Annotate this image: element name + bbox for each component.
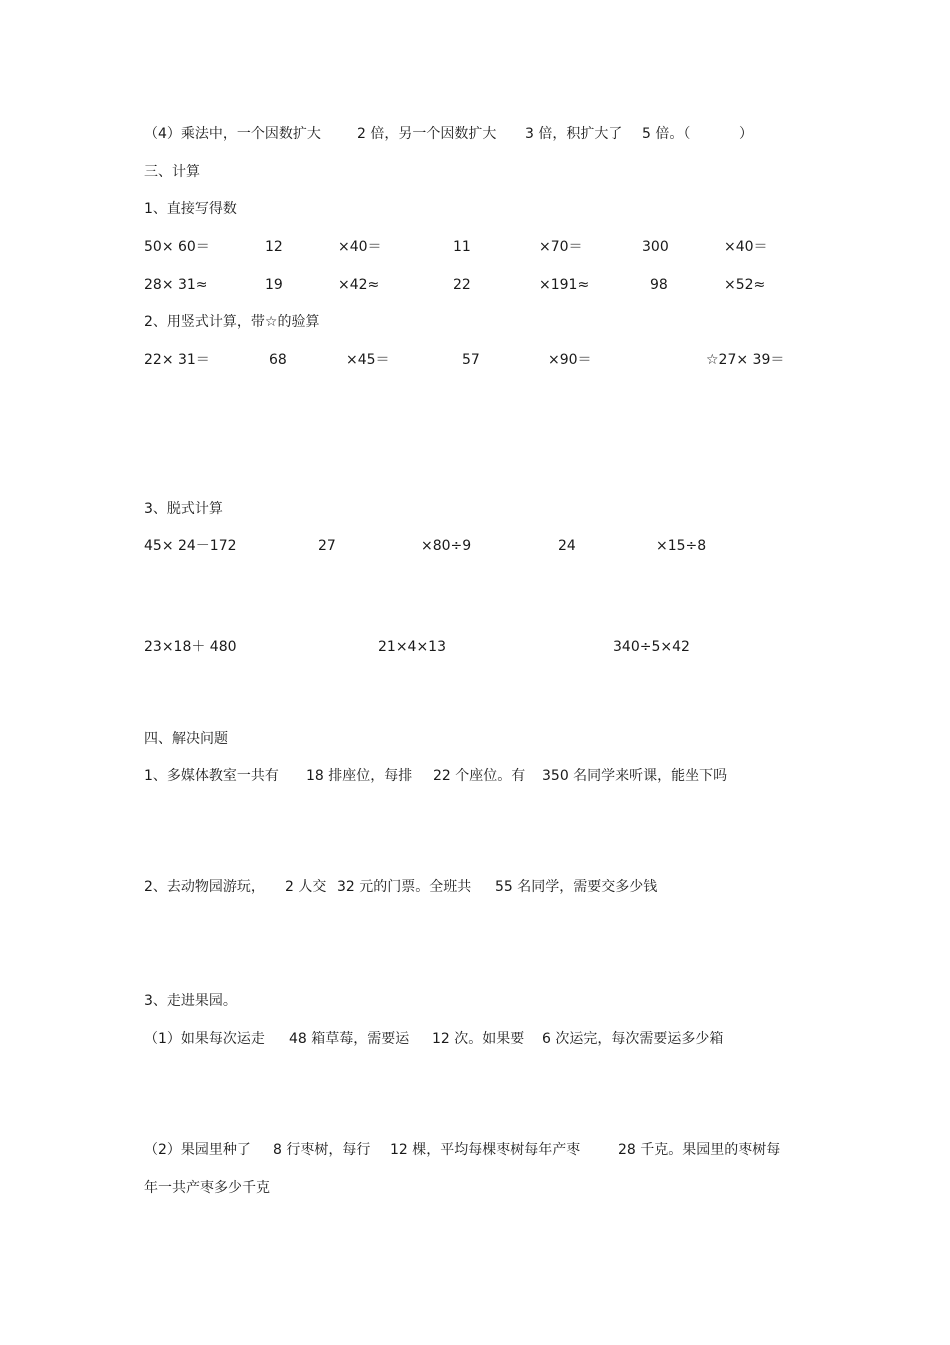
problem-2-text: 2 人交 — [285, 879, 327, 895]
oral-calc-item: ×40＝ — [338, 239, 382, 255]
problem-3-2-text: 8 行枣树，每行 — [273, 1142, 371, 1158]
oral-calc-item: 12 — [265, 239, 283, 255]
sub-3-title: 3、脱式计算 — [144, 501, 223, 517]
sub-2-title: 2、用竖式计算，带☆的验算 — [144, 314, 320, 330]
oral-calc-item: ×52≈ — [724, 277, 766, 293]
problem-3-2-text: （2）果园里种了 — [144, 1142, 251, 1158]
stepwise-calc-item: ×80÷9 — [421, 538, 472, 554]
problem-2-text: 32 元的门票。全班共 — [337, 879, 472, 895]
problem-2-text: 2、去动物园游玩， — [144, 879, 265, 895]
oral-calc-item: 28× 31≈ — [144, 277, 208, 293]
oral-calc-item: 98 — [650, 277, 668, 293]
vertical-calc-item: 57 — [462, 352, 480, 368]
stepwise-calc-item: 24 — [558, 538, 576, 554]
problem-2-text: 55 名同学，需要交多少钱 — [495, 879, 658, 895]
stepwise-calc-item: 340÷5×42 — [613, 639, 690, 655]
oral-calc-item: 300 — [642, 239, 669, 255]
oral-calc-item: ×40＝ — [724, 239, 768, 255]
problem-3-2-text-cont: 年一共产枣多少千克 — [144, 1180, 270, 1196]
stepwise-calc-item: 27 — [318, 538, 336, 554]
problem-3-title: 3、走进果园。 — [144, 993, 237, 1009]
judge-4-text-d: 5 倍。（ — [642, 126, 691, 142]
judge-4-text-a: （4）乘法中，一个因数扩大 — [144, 126, 321, 142]
problem-1-text: 22 个座位。有 — [433, 768, 526, 784]
oral-calc-item: 11 — [453, 239, 471, 255]
problem-3-2-text: 28 千克。果园里的枣树每 — [618, 1142, 781, 1158]
vertical-calc-item: ☆27× 39＝ — [706, 352, 785, 368]
stepwise-calc-item: 21×4×13 — [378, 639, 446, 655]
problem-1-text: 1、多媒体教室一共有 — [144, 768, 279, 784]
vertical-calc-item: 22× 31＝ — [144, 352, 210, 368]
problem-3-1-text: 6 次运完，每次需要运多少箱 — [542, 1031, 724, 1047]
vertical-calc-item: 68 — [269, 352, 287, 368]
vertical-calc-item: ×90＝ — [548, 352, 592, 368]
problem-1-text: 18 排座位，每排 — [306, 768, 413, 784]
sub-1-title: 1、直接写得数 — [144, 201, 237, 217]
problem-3-1-text: 12 次。如果要 — [432, 1031, 525, 1047]
stepwise-calc-item: 45× 24－172 — [144, 538, 237, 554]
judge-4-text-c: 3 倍，积扩大了 — [525, 126, 623, 142]
problem-3-1-text: 48 箱草莓，需要运 — [289, 1031, 410, 1047]
oral-calc-item: ×70＝ — [539, 239, 583, 255]
section-4-title: 四、解决问题 — [144, 731, 228, 747]
judge-4-text-e: ） — [739, 126, 753, 142]
problem-1-text: 350 名同学来听课，能坐下吗 — [542, 768, 728, 784]
oral-calc-item: 22 — [453, 277, 471, 293]
oral-calc-item: 19 — [265, 277, 283, 293]
oral-calc-item: ×42≈ — [338, 277, 380, 293]
section-3-title: 三、计算 — [144, 164, 200, 180]
judge-4-text-b: 2 倍，另一个因数扩大 — [357, 126, 497, 142]
oral-calc-item: 50× 60＝ — [144, 239, 210, 255]
problem-3-2-text: 12 棵，平均每棵枣树每年产枣 — [390, 1142, 581, 1158]
stepwise-calc-item: ×15÷8 — [656, 538, 707, 554]
problem-3-1-text: （1）如果每次运走 — [144, 1031, 265, 1047]
stepwise-calc-item: 23×18＋ 480 — [144, 639, 237, 655]
vertical-calc-item: ×45＝ — [346, 352, 390, 368]
oral-calc-item: ×191≈ — [539, 277, 590, 293]
